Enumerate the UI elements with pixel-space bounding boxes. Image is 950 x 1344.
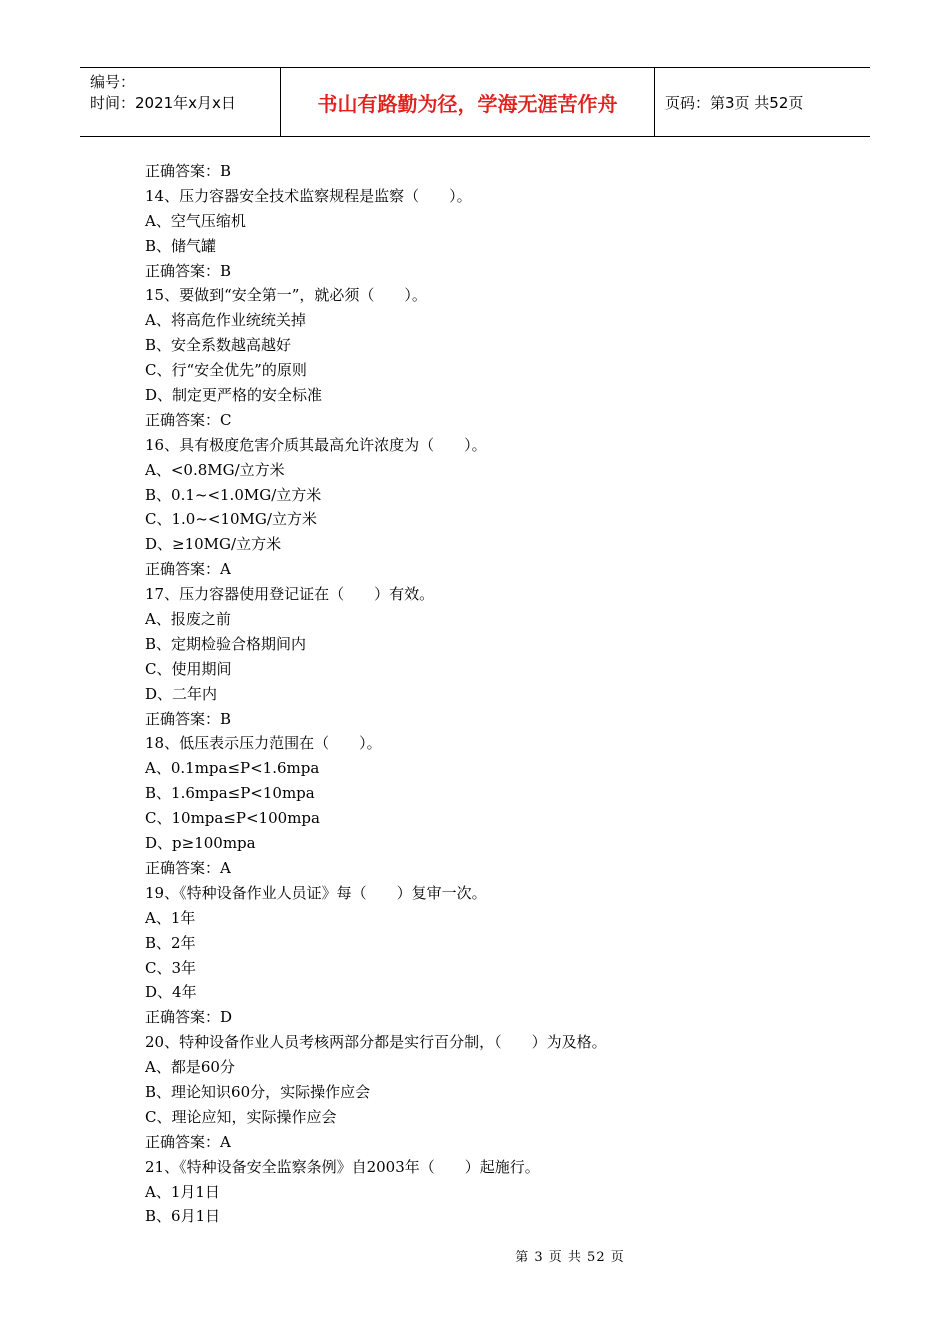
option-line: C、3年 (145, 958, 197, 977)
answer-line: 正确答案：B (145, 261, 232, 280)
page-footer: 第 3 页 共 52 页 (515, 1250, 625, 1265)
question-line: 17、压力容器使用登记证在（ ）有效。 (145, 585, 435, 604)
option-line: C、理论应知，实际操作应会 (145, 1107, 337, 1126)
option-line: D、4年 (145, 983, 197, 1002)
answer-line: 正确答案：D (145, 1008, 233, 1027)
answer-line: 正确答案：A (145, 858, 231, 877)
option-line: A、报废之前 (145, 610, 231, 629)
option-line: A、0.1mpa≤P<1.6mpa (145, 759, 320, 778)
option-line: C、1.0~<10MG/立方米 (145, 510, 317, 529)
option-line: D、制定更严格的安全标准 (145, 386, 323, 405)
answer-line: 正确答案：A (145, 560, 231, 579)
option-line: A、将高危作业统统关掉 (145, 311, 306, 330)
answer-line: 正确答案：B (145, 162, 232, 180)
question-line: 20、特种设备作业人员考核两部分都是实行百分制，（ ）为及格。 (145, 1033, 607, 1052)
option-line: B、6月1日 (145, 1207, 221, 1226)
option-line: B、储气罐 (145, 236, 217, 255)
header-page-info: 页码：第3页 共52页 (665, 93, 804, 112)
question-line: 19、《特种设备作业人员证》每（ ）复审一次。 (145, 883, 487, 902)
option-line: B、定期检验合格期间内 (145, 634, 307, 653)
document-number-label: 编号： (90, 73, 136, 91)
option-line: A、空气压缩机 (145, 211, 246, 230)
header-meta (80, 68, 281, 136)
header-motto: 书山有路勤为径，学海无涯苦作舟 (281, 68, 655, 136)
page-header (80, 67, 870, 137)
option-line: B、2年 (145, 933, 196, 952)
question-line: 15、要做到“安全第一”，就必须（ ）。 (145, 286, 427, 305)
option-line: B、0.1~<1.0MG/立方米 (145, 485, 322, 504)
option-line: D、二年内 (145, 684, 218, 703)
option-line: D、≥10MG/立方米 (145, 535, 282, 554)
option-line: C、10mpa≤P<100mpa (145, 809, 320, 828)
question-line: 16、具有极度危害介质其最高允许浓度为（ ）。 (145, 435, 487, 454)
option-line: B、1.6mpa≤P<10mpa (145, 784, 315, 803)
option-line: A、1月1日 (145, 1182, 220, 1201)
option-line: D、p≥100mpa (145, 834, 256, 853)
option-line: B、理论知识60分，实际操作应会 (145, 1082, 371, 1101)
option-line: B、安全系数越高越好 (145, 336, 292, 355)
option-line: A、都是60分 (145, 1058, 235, 1077)
answer-line: 正确答案：B (145, 709, 232, 728)
question-line: 14、压力容器安全技术监察规程是监察（ ）。 (145, 186, 472, 205)
option-line: A、<0.8MG/立方米 (145, 460, 285, 479)
option-line: C、使用期间 (145, 659, 232, 678)
option-line: A、1年 (145, 908, 196, 927)
document-date: 时间：2021年x月x日 (90, 94, 236, 112)
question-list (145, 159, 865, 1229)
question-line: 18、低压表示压力范围在（ ）。 (145, 734, 382, 753)
option-line: C、行“安全优先”的原则 (145, 361, 307, 380)
question-line: 21、《特种设备安全监察条例》自2003年（ ）起施行。 (145, 1157, 540, 1176)
answer-line: 正确答案：C (145, 410, 232, 429)
answer-line: 正确答案：A (145, 1132, 231, 1151)
